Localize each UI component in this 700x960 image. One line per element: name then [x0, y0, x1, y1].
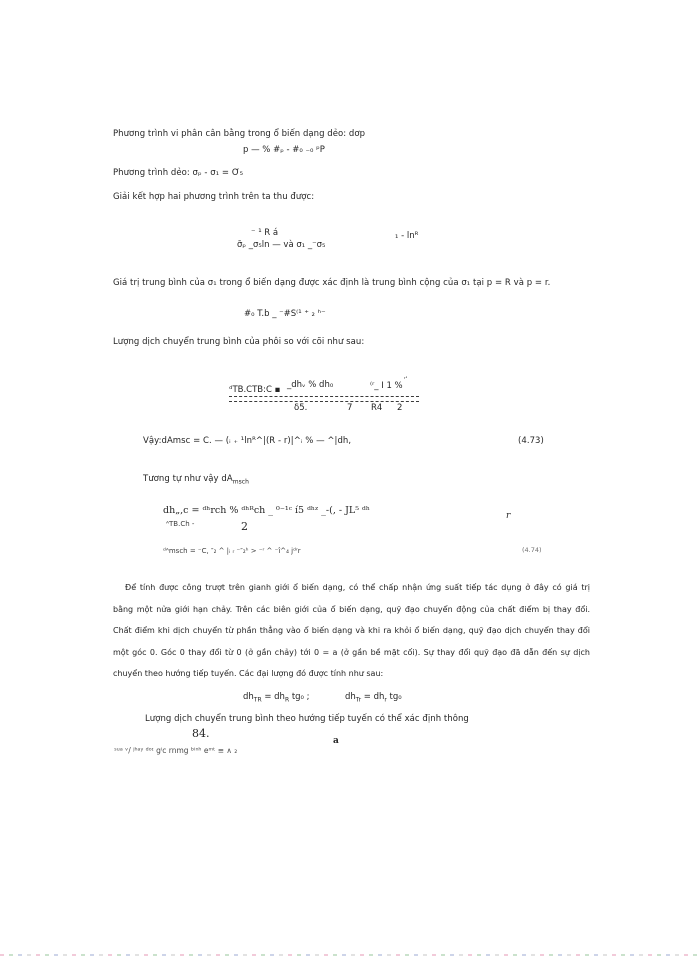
formula-equilibrium: p — % #ₚ - #₀ ₋₀ ᵖP	[243, 145, 325, 155]
formula-tbc-denominator-1: δ5.	[294, 403, 308, 413]
text-line-similarly-main: Tương tự như vậy dA	[143, 474, 233, 484]
formula-part: tg₀ ;	[289, 692, 310, 702]
equation-number-473: (4.73)	[518, 436, 544, 446]
paragraph-line-1: Để tính được công trượt trên gianh giới ổ biến dạng, có thể chấp nhận ứng suất tiếp tác dụng ở đây có giá trị	[125, 583, 590, 592]
formula-sub: r	[384, 696, 387, 704]
formula-dhc-sub-label: ᴬTB.Ch -	[166, 520, 195, 528]
formula-tbc-numerator: _dhᵥ % dh₀	[287, 380, 334, 390]
fragment-84: 84.	[192, 727, 210, 740]
text-line-solve-combined: Giải kết hợp hai phương trình trên ta thu được:	[113, 192, 315, 202]
text-line-average-value: Giá trị trung bình của σ₁ trong ổ biến dạng được xác định là trung bình cộng của σ₁ tại p = R và p = r.	[113, 278, 551, 288]
formula-part: dh	[345, 692, 356, 702]
ocr-noise-line: ˢᵘᵃ ᵛ/ ʲʰᵃʸ ᵈᵒᶦ gⁱc rnmg ᵇⁱⁿʰ eᵐᵗ ≡ ∧ ₂	[114, 746, 238, 755]
equation-number-474: (4.74)	[522, 546, 542, 554]
formula-sub: R	[284, 696, 290, 704]
text-line-tangential-average: Lượng dịch chuyển trung bình theo hướng tiếp tuyến có thể xác định thông	[145, 714, 469, 724]
scan-artifact-dotted-line	[0, 954, 700, 956]
formula-sigma-ln-main: σ̄ₚ _σ₅ln — và σ₁ _⁻σ₅	[237, 240, 326, 250]
formula-dhc-r: r	[506, 511, 511, 521]
formula-damsc: Vậy:dAmsc = C. — (ᵢ ₊ ¹lnᴿ^|(R - r)|^ᵢ % — ^|dh,	[143, 436, 352, 446]
text-line-similarly-sub: msch	[232, 478, 249, 486]
formula-tbc-label: ᵈTB.CTB:C ▪	[229, 385, 281, 395]
formula-tbc-fraction-bar-2	[229, 401, 419, 402]
formula-dhc-row: dh„,c = ᵈʰrch % ᵈʰᴿch _ ⁰⁻¹ᶜ í5 ᵈʰᶻ _-(, - JL⁵ ᵈʰ	[163, 505, 370, 516]
formula-dh-tangent-right	[345, 693, 402, 703]
formula-damsch-row: ᵈᴬmsch = ⁻C, ″₂ ^ |ᵢ ᵣ ⁻″₂ʰ > ⁻ʳ ^ ⁻î^₄ jᵈʳr	[163, 547, 301, 555]
formula-sub: TR	[253, 696, 262, 704]
formula-dh-tangent-left	[243, 693, 310, 703]
body-paragraph	[113, 577, 590, 685]
formula-tbc-denominator-4: 2	[397, 403, 403, 413]
text-line-displacement-intro: Lượng dịch chuyển trung bình của phôi so với cõi như sau:	[113, 337, 365, 347]
formula-average-sigma: #₀ T.b _ ⁻#S⁽¹ ⁺ ₂ ʰ⁻	[244, 309, 326, 319]
formula-part: = dh	[261, 692, 285, 702]
formula-dhc-denominator-two: 2	[241, 520, 248, 533]
paragraph-line-5: chuyển theo hướng tiếp tuyến. Các đại lượng đó được tính như sau:	[113, 669, 384, 678]
formula-sigma-ln-sup: ⁻ ¹ R á	[251, 228, 279, 238]
formula-tbc-right-sup: ʳ’	[404, 376, 408, 383]
formula-part: = dh	[361, 692, 385, 702]
formula-sigma-ln-right: ₁ - lnᴿ	[395, 231, 419, 241]
formula-part: tg₀	[386, 692, 402, 702]
text-line-plastic-equation: Phương trình dẻo: σₚ - σ₁ = Ơ₅	[113, 168, 244, 178]
paragraph-line-3: Chất điểm khi dịch chuyển từ phần thẳng vào ổ biến dạng và khi ra khỏi ổ biến dạng, quỹ đạo dịch chuyển thay đổi	[113, 626, 590, 635]
formula-sub: Tr	[355, 696, 362, 704]
fragment-a: a	[333, 736, 339, 746]
paragraph-line-2: bằng một nửa giới hạn chảy. Trên các biên giới của ổ biến dạng, quỹ đạo chuyển động của chất điểm bị thay đổi.	[113, 604, 590, 614]
text-line-similarly	[143, 475, 249, 485]
formula-tbc-fraction-bar	[229, 396, 419, 397]
paragraph-line-4: một góc 0. Góc 0 thay đổi từ 0 (ở gần chảy) tới 0 = a (ở gần bề mặt cối). Sự thay đổi quỹ đạo đã dẫn đến sự dịch	[113, 647, 590, 657]
formula-tbc-denominator-3: R4	[371, 403, 383, 413]
formula-tbc-right: ⁽ʳ_ I 1 %	[370, 381, 403, 391]
formula-part: dh	[243, 692, 254, 702]
formula-tbc-denominator-2: 7	[347, 403, 353, 413]
text-line-differential-equation: Phương trình vi phân cân bằng trong ổ biến dạng dẻo: dơp	[113, 129, 366, 139]
